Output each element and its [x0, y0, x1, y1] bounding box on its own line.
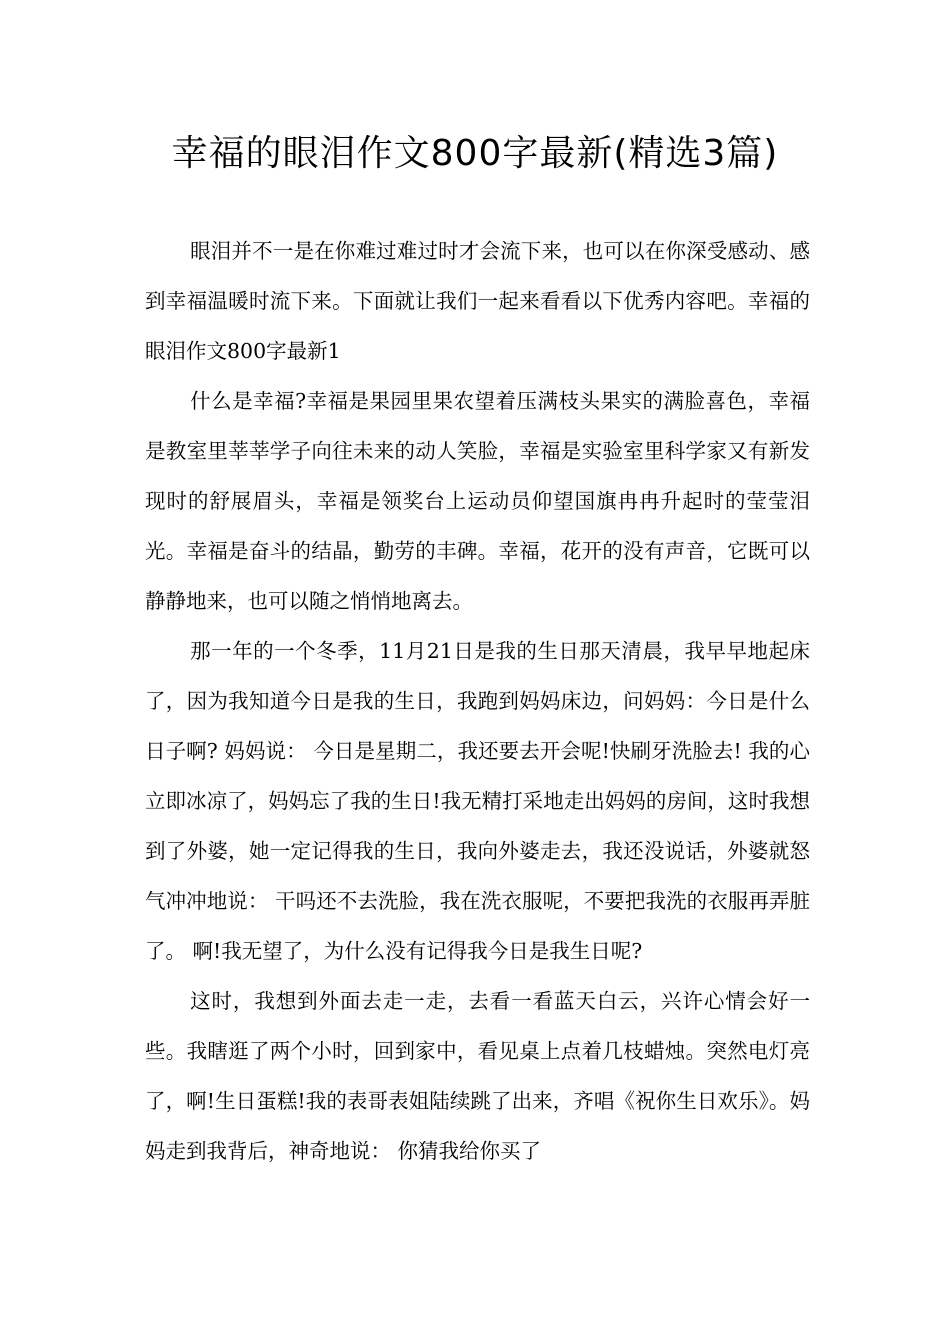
paragraph-what-is-happiness: 什么是幸福?幸福是果园里果农望着压满枝头果实的满脸喜色，幸福是教室里莘莘学子向往未来的动人笑脸，幸福是实验室里科学家又有新发现时的舒展眉头，幸福是领奖台上运动员仰望国旗冉冉升起时的莹莹泪光。幸福是奋斗的结晶，勤劳的丰碑。幸福，花开的没有声音，它既可以静静地来，也可以随之悄悄地离去。: [145, 389, 810, 613]
paragraph-intro: 眼泪并不一是在你难过难过时才会流下来，也可以在你深受感动、感到幸福温暖时流下来。下面就让我们一起来看看以下优秀内容吧。幸福的眼泪作文800字最新1: [145, 239, 810, 363]
paragraph-surprise: 这时，我想到外面去走一走，去看一看蓝天白云，兴许心情会好一些。我瞎逛了两个小时，回到家中，看见桌上点着几枝蜡烛。突然电灯亮了，啊!生日蛋糕!我的表哥表姐陆续跳了出来，齐唱《祝你生日欢乐》。妈妈走到我背后，神奇地说： 你猜我给你买了: [145, 989, 810, 1163]
document-title: 幸福的眼泪作文800字最新(精选3篇): [171, 133, 779, 174]
document-body: [145, 226, 810, 1176]
paragraph-birthday-morning: 那一年的一个冬季，11月21日是我的生日那天清晨，我早早地起床了，因为我知道今日是我的生日，我跑到妈妈床边，问妈妈：今日是什么日子啊? 妈妈说： 今日是星期二，我还要去开会呢!快刷牙洗脸去! 我的心立即冰凉了，妈妈忘了我的生日!我无精打采地走出妈妈的房间，这时我想到了外婆，她一定记得我的生日，我向外婆走去，我还没说话，外婆就怒气冲冲地说： 干吗还不去洗脸，我在洗衣服呢，不要把我洗的衣服再弄脏了。 啊!我无望了，为什么没有记得我今日是我生日呢?: [145, 639, 810, 963]
